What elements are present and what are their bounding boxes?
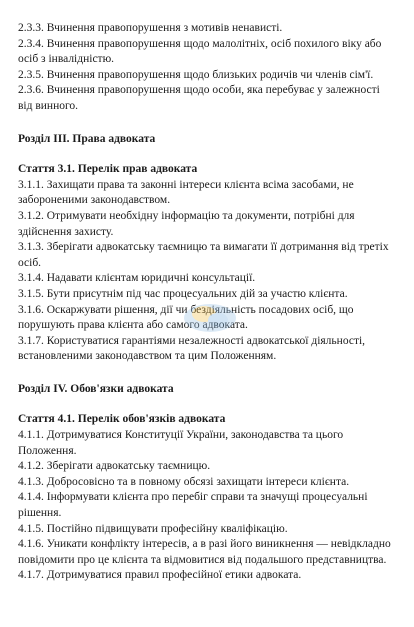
- list-item: 2.3.3. Вчинення правопорушення з мотивів ненависті.: [18, 22, 283, 34]
- section-4-items: [18, 428, 396, 584]
- top-items: [18, 21, 396, 115]
- section-4-title: Розділ IV. Обов'язки адвоката: [18, 382, 174, 395]
- section-3-items: [18, 178, 396, 365]
- list-item: 3.1.3. Зберігати адвокатську таємницю та вимагати її дотримання від третіх осіб.: [18, 241, 389, 269]
- list-item: 3.1.2. Отримувати необхідну інформацію та документи, потрібні для здійснення захисту.: [18, 209, 355, 238]
- list-item: 3.1.4. Надавати клієнтам юридичні консультації.: [18, 272, 256, 285]
- list-item: 2.3.6. Вчинення правопорушення щодо особи, яка перебуває у залежності від винного.: [18, 84, 380, 112]
- list-item: 4.1.3. Добросовісно та в повному обсязі захищати інтереси клієнта.: [18, 475, 350, 488]
- list-item: 4.1.7. Дотримуватися правил професійної етики адвоката.: [18, 569, 302, 582]
- list-item: 4.1.4. Інформувати клієнта про перебіг справи та значущі процесуальні рішення.: [18, 491, 368, 520]
- list-item: 3.1.6. Оскаржувати рішення, дії чи бездіяльність посадових осіб, що порушують права клієнта або самого адвоката.: [18, 303, 354, 332]
- list-item: 4.1.6. Уникати конфлікту інтересів, а в разі його виникнення — невідкладно повідомити про це клієнта та відмовитися від подальшого представництва.: [18, 538, 391, 566]
- list-item: 4.1.1. Дотримуватися Конституції України, законодавства та цього Положення.: [18, 429, 344, 457]
- article-3-1-title: Стаття 3.1. Перелік прав адвоката: [18, 163, 198, 176]
- article-4-1-title: Стаття 4.1. Перелік обов'язків адвоката: [18, 413, 226, 426]
- section-3-title: Розділ III. Права адвоката: [18, 132, 156, 145]
- list-item: 3.1.1. Захищати права та законні інтереси клієнта всіма засобами, не забороненими законодавством.: [18, 178, 354, 207]
- list-item: 4.1.5. Постійно підвищувати професійну кваліфікацію.: [18, 522, 288, 535]
- list-item: 2.3.5. Вчинення правопорушення щодо близьких родичів чи членів сім'ї.: [18, 68, 374, 81]
- list-item: 2.3.4. Вчинення правопорушення щодо малолітніх, осіб похилого віку або осіб з інвалідністю.: [18, 37, 382, 66]
- list-item: 3.1.7. Користуватися гарантіями незалежності адвокатської діяльності, встановленими законодавством та цим Положенням.: [18, 334, 366, 363]
- list-item: 3.1.5. Бути присутнім під час процесуальних дій за участю клієнта.: [18, 287, 348, 300]
- list-item: 4.1.2. Зберігати адвокатську таємницю.: [18, 460, 211, 473]
